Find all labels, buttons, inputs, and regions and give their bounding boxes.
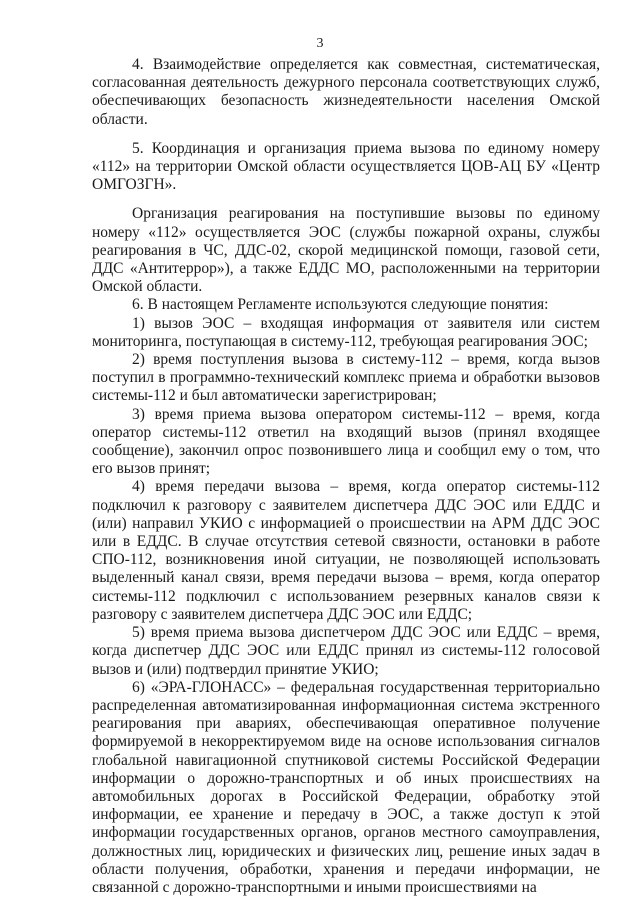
definition-2-call-arrival-time: 2) время поступления вызова в систему-112 – время, когда вызов поступил в программно-технический комплекс приема и обработки вызовов системы-112 и был автоматически зарегистрирован; xyxy=(92,351,600,405)
document-body xyxy=(92,56,600,897)
definition-3-operator-acceptance-time: 3) время приема вызова оператором системы-112 – время, когда оператор системы-112 ответил на входящий вызов (принял входящее сообщение), закончил опрос позвонившего лица и сообщил ему о том, что его вызов принят; xyxy=(92,405,600,478)
paragraph-item-4-interaction: 4. Взаимодействие определяется как совместная, систематическая, согласованная деятельность дежурного персонала соответствующих служб, обеспечивающих безопасность жизнедеятельности населения Омской области. xyxy=(92,56,600,128)
paragraph-item-5-coordination: 5. Координация и организация приема вызова по единому номеру «112» на территории Омской области осуществляется ЦОВ-АЦ БУ «Центр ОМГОЗГН». xyxy=(92,139,600,194)
paragraph-response-organization: Организация реагирования на поступившие вызовы по единому номеру «112» осуществляется ЭОС (службы пожарной охраны, службы реагирования в ЧС, ДДС-02, скорой медицинской помощи, газовой сети, ДДС «Антитеррор»), а также ЕДДС МО, расположенными на территории Омской области. xyxy=(92,205,600,296)
page-number: 3 xyxy=(316,36,324,51)
definition-4-call-transfer-time: 4) время передачи вызова – время, когда оператор системы-112 подключил к разговору с заявителем диспетчера ДДС ЭОС или ЕДДС и (или) направил УКИО с информацией о происшествии на АРМ ДДС ЭОС или в ЕДДС. В случае отсутствия сетевой связности, остановки в работе СПО-112, возникновения иной ситуации, не позволяющей использовать выделенный канал связи, время передачи вызова – время, когда оператор системы-112 подключил с использованием резервных каналов связи к разговору с заявителем диспетчера ДДС ЭОС или ЕДДС; xyxy=(92,478,600,623)
paragraph-item-6-definitions: 6. В настоящем Регламенте используются следующие понятия: xyxy=(132,296,549,314)
definition-5-dispatcher-acceptance-time: 5) время приема вызова диспетчером ДДС ЭОС или ЕДДС – время, когда диспетчер ДДС ЭОС или ЕДДС принял из системы-112 голосовой вызов и (или) подтвердил принятие УКИО; xyxy=(92,624,600,678)
definition-6-era-glonass: 6) «ЭРА-ГЛОНАСС» – федеральная государственная территориально распределенная автоматизированная информационная система экстренного реагирования при авариях, обеспечивающая оперативное получение формируемой в некорректируемом виде на основе использования сигналов глобальной навигационной спутниковой системы Российской Федерации информации о дорожно-транспортных и об иных происшествиях на автомобильных дорогах в Российской Федерации, обработку этой информации, ее хранение и передачу в ЭОС, а также доступ к этой информации государственных органов, органов местного самоуправления, должностных лиц, юридических и физических лиц, решение иных задач в области получения, обработки, хранения и передачи информации, не связанной с дорожно-транспортными и иными происшествиями на xyxy=(92,678,600,896)
definition-1-eos-call: 1) вызов ЭОС – входящая информация от заявителя или систем мониторинга, поступающая в систему-112, требующая реагирования ЭОС; xyxy=(92,314,600,350)
